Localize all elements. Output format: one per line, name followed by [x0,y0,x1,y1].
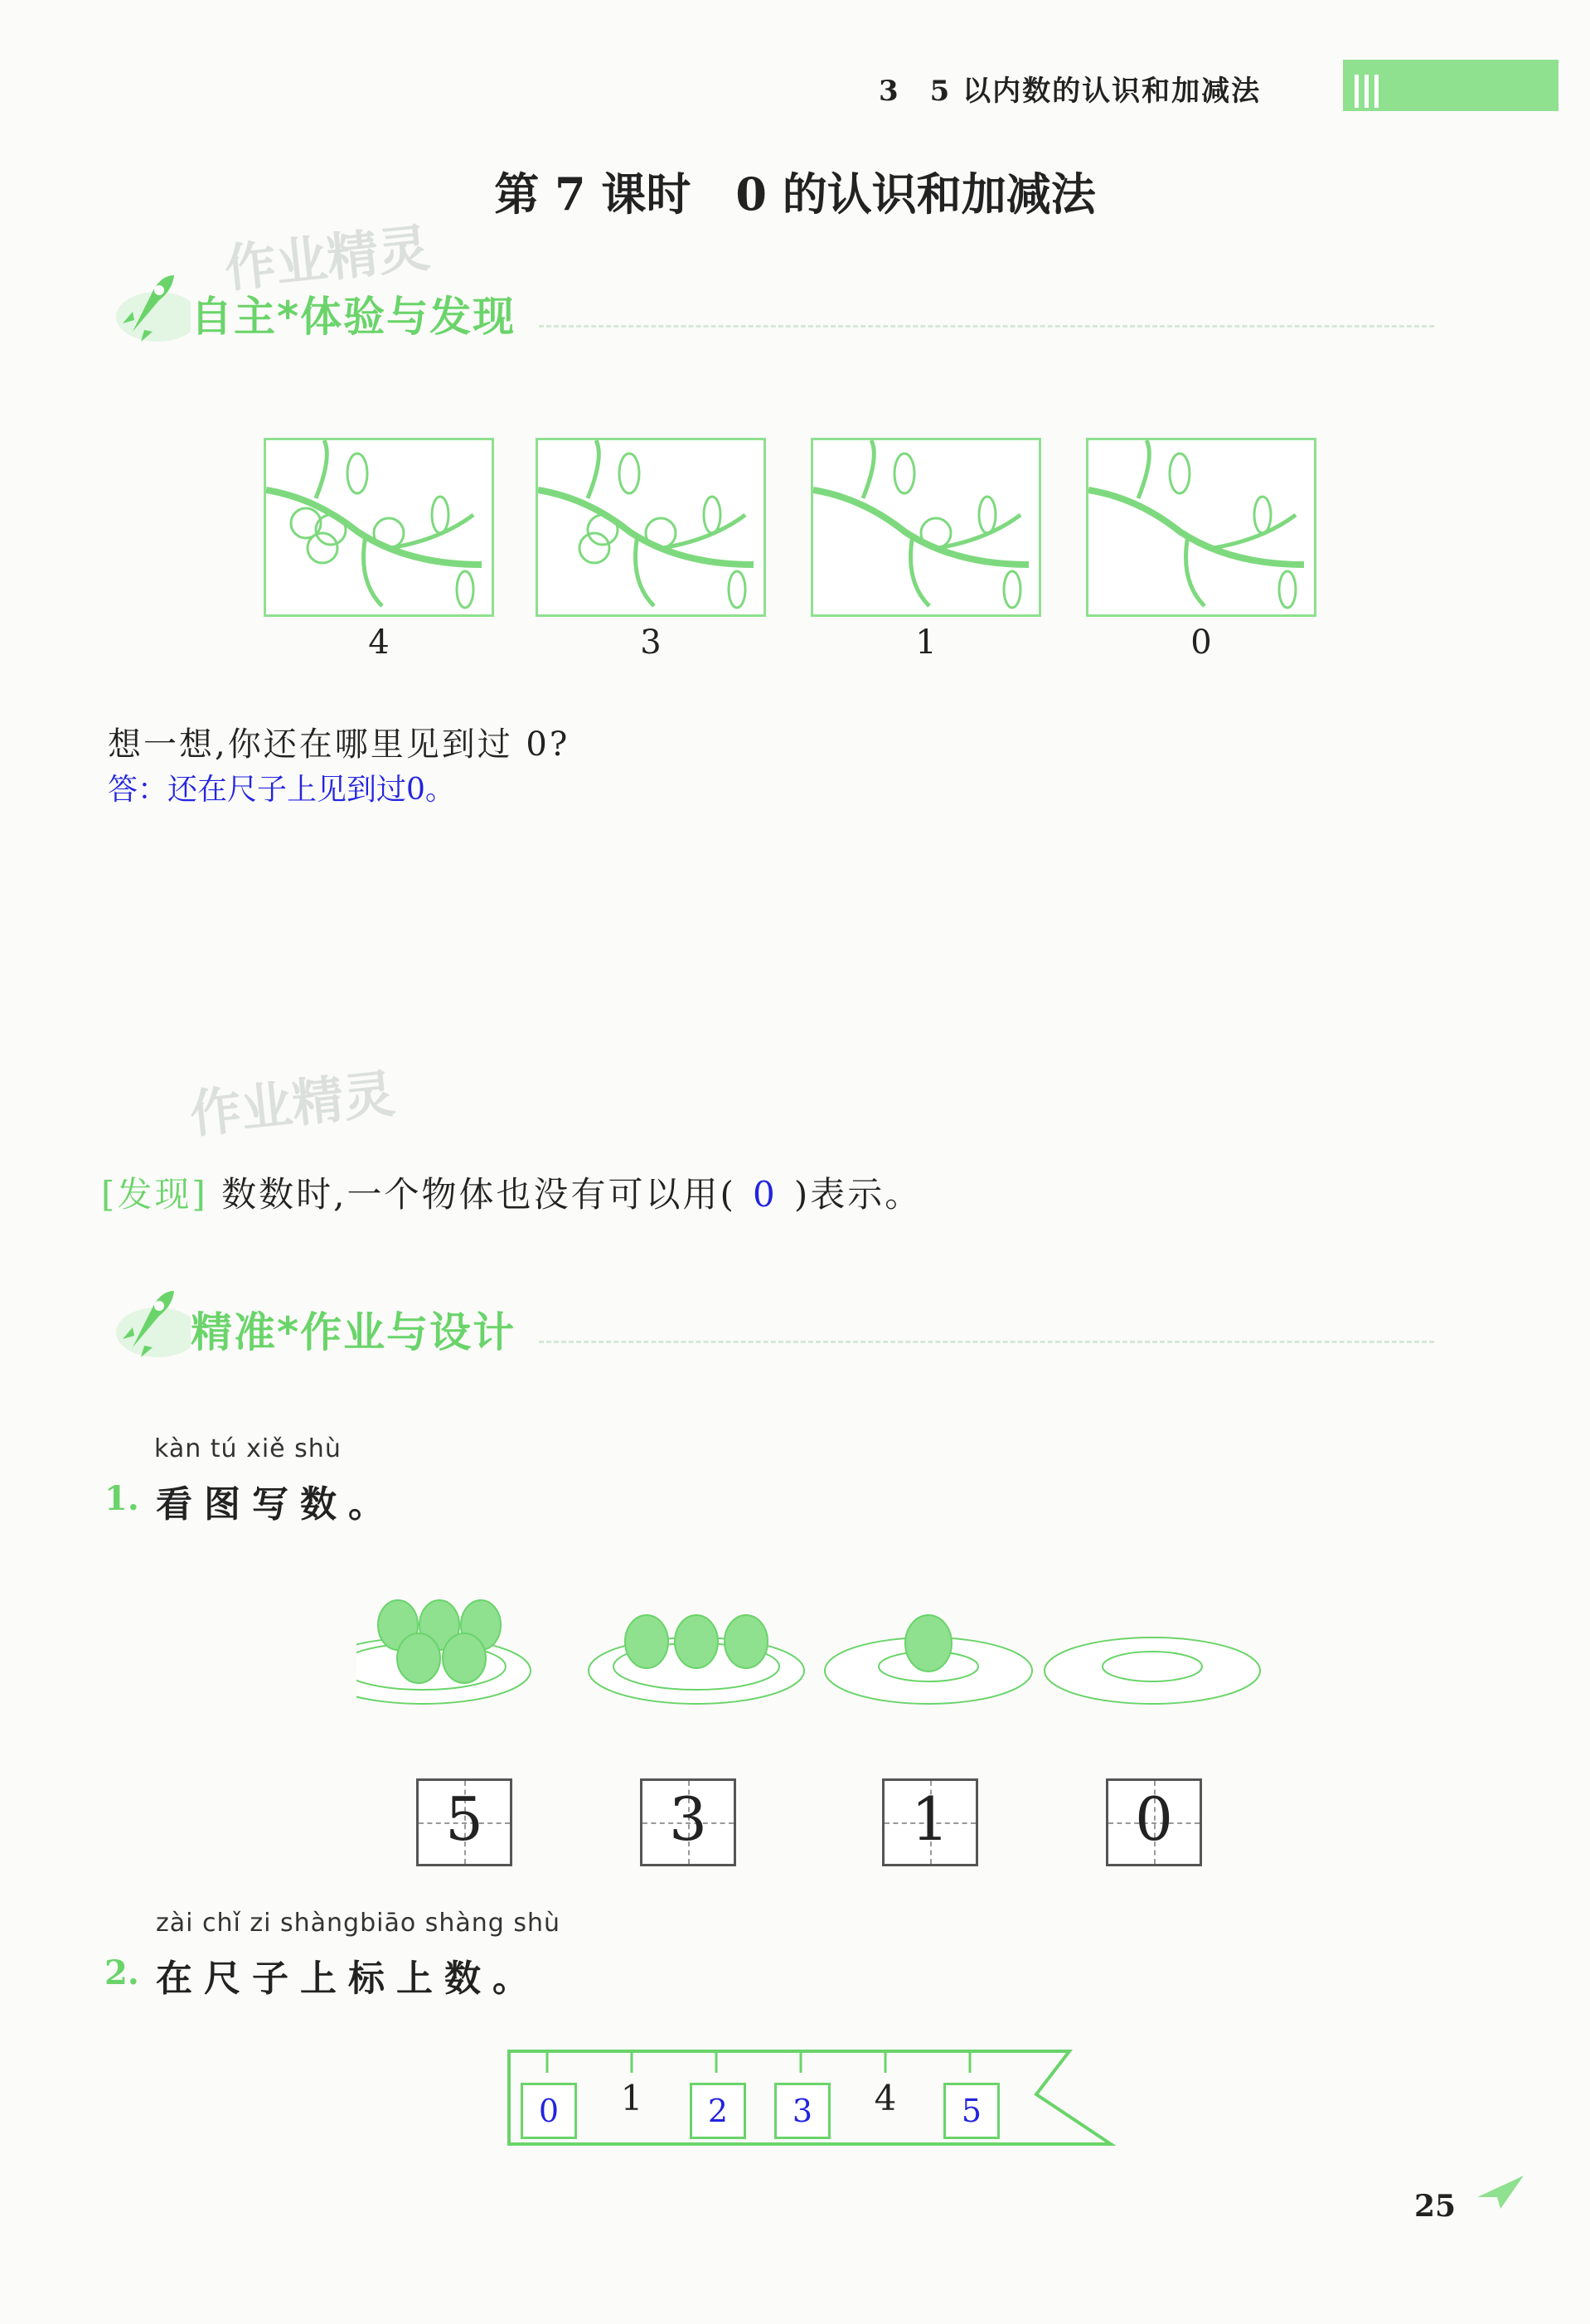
branch-picture-1-fruit [811,438,1041,617]
lesson-title: 第 7 课时 0 的认识和加减法 [494,167,1096,221]
ruler-mark-box: 2 [690,2083,746,2139]
discovery-text-after: )表示。 [793,1174,923,1215]
ruler-mark-box: 5 [943,2083,1000,2139]
answer-text: 答：还在尺子上见到过0。 [108,773,455,807]
ruler-mark-printed: 4 [874,2078,897,2118]
section-title: 精准*作业与设计 [191,1308,516,1356]
branch-icon [1088,440,1314,614]
discovery-tag: [发现] [101,1174,208,1215]
branch-picture-4-fruits [264,438,494,617]
paper-plane-icon [1476,2172,1525,2214]
rocket-icon [108,265,191,348]
discovery-text-before: 数数时,一个物体也没有可以用( [221,1174,736,1215]
count-label: 0 [1190,623,1212,662]
answer-box [882,1778,978,1866]
branch-picture-0-fruits [1086,438,1316,617]
q2-pinyin: zài chǐ zi shàngbiāo shàng shù [156,1909,561,1938]
count-label: 1 [915,623,937,662]
answer-box [416,1778,512,1866]
ruler-mark-box: 3 [774,2083,831,2139]
think-question: 想一想,你还在哪里见到过 0? [108,725,570,764]
branch-icon [813,440,1039,614]
answer-value: 0 [1135,1784,1173,1854]
page-number: 25 [1414,2189,1457,2224]
pear-plates-illustration [356,1575,1268,1716]
discovery-answer: 0 [753,1174,778,1215]
branch-picture-3-fruits [536,438,766,617]
q1-pinyin: kàn tú xiě shù [154,1434,342,1463]
answer-value: 3 [669,1784,707,1854]
ruler-mark-printed: 1 [620,2078,643,2118]
answer-value: 1 [911,1784,949,1854]
q1-number: 1. [104,1479,139,1518]
branch-icon [538,440,763,614]
discovery-sentence [101,1167,922,1217]
answer-box [1106,1778,1202,1866]
branch-icon [266,440,492,614]
q2-text: 在尺子上标上数。 [156,1958,541,2000]
section-banner-explore [108,265,1434,348]
q2-number: 2. [104,1953,139,1992]
answer-value: 5 [445,1784,483,1854]
running-head: 3 5 以内数的认识和加减法 [879,75,1262,108]
section-title: 自主*体验与发现 [191,293,516,341]
rocket-icon [108,1281,191,1364]
count-label: 3 [640,623,662,662]
divider [539,325,1434,327]
q1-text: 看图写数。 [156,1483,396,1526]
section-banner-homework [108,1281,1434,1364]
answer-box [640,1778,736,1866]
divider [539,1341,1434,1343]
watermark: 作业精灵 [221,217,433,299]
watermark: 作业精灵 [187,1063,398,1145]
count-label: 4 [368,623,390,662]
ruler-mark-box: 0 [521,2083,577,2139]
header-decoration-bar [1343,60,1558,111]
